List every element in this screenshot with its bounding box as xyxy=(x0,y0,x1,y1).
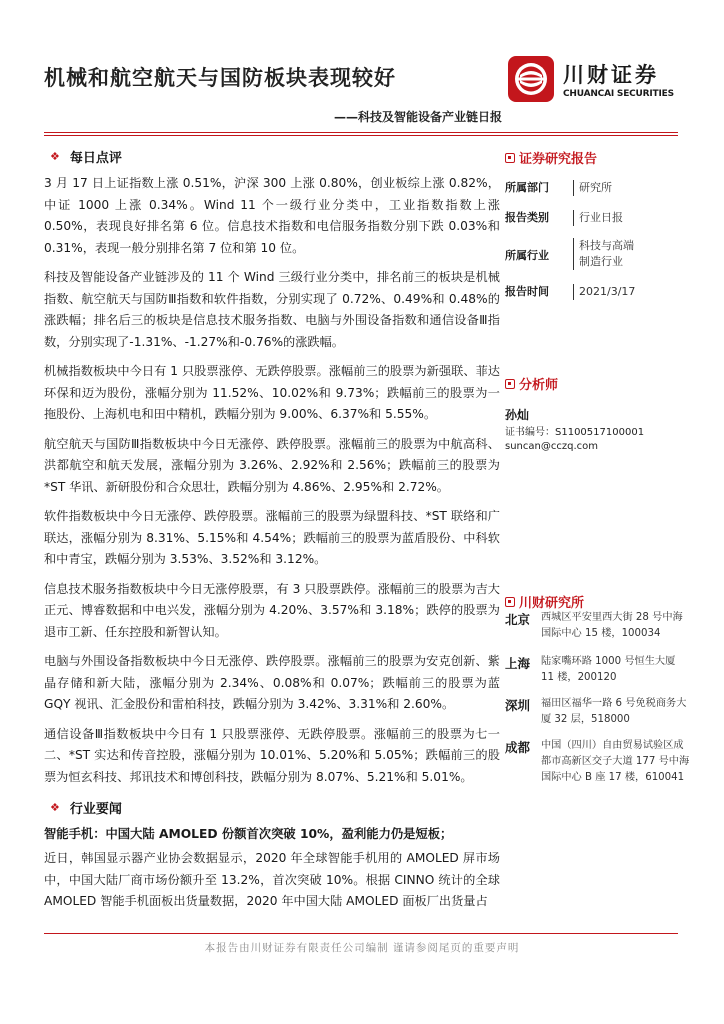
section-heading-daily xyxy=(44,145,500,167)
analyst-name: 孙灿 xyxy=(505,408,530,422)
info-row-date xyxy=(505,284,681,300)
paragraph: 科技及智能设备产业链涉及的 11 个 Wind 三级行业分类中，排名前三的板块是机械指数、航空航天与国防Ⅲ指数和软件指数，分别实现了 0.72%、0.49%和 0.48%的涨跌幅；排名后三的板块是信息技术服务指数、电脑与外围设备指数和通信设备Ⅲ指数，分别实现了-1.31%、-1.27%和-0.76%的涨跌幅。 xyxy=(44,270,500,349)
sidebar-heading-analyst xyxy=(505,374,558,393)
info-row-category xyxy=(505,210,681,226)
paragraph: 信息技术服务指数板块中今日无涨停股票，有 3 只股票跌停。涨幅前三的股票为吉大正元、博睿数据和中电兴发，涨幅分别为 4.20%、3.57%和 3.18%；跌停的股票为退市工新、任东控股和新智认知。 xyxy=(44,581,500,639)
info-key: 所属行业 xyxy=(505,249,549,262)
footer-divider xyxy=(44,933,678,934)
analyst-license: 证书编号：S1100517100001 xyxy=(505,427,645,438)
office-shanghai xyxy=(505,654,695,686)
report-subtitle: ——科技及智能设备产业链日报 xyxy=(333,110,502,124)
square-bullet-icon xyxy=(505,153,515,163)
office-chengdu xyxy=(505,738,695,786)
diamond-bullet-icon: ❖ xyxy=(50,800,60,814)
brand-name-cn: 川财证券 xyxy=(563,63,659,87)
info-value: 行业日报 xyxy=(573,210,623,226)
paragraph: 软件指数板块中今日无涨停、跌停股票。涨幅前三的股票为绿盟科技、*ST 联络和广联达，涨幅分别为 8.31%、5.15%和 4.54%；跌幅前三的股票为蓝盾股份、中科软和中青宝，跌幅分别为 3.53%、3.52%和 3.12%。 xyxy=(44,509,500,566)
office-city: 深圳 xyxy=(505,698,531,713)
main-column xyxy=(44,145,500,921)
analyst-block xyxy=(505,406,644,454)
square-bullet-icon xyxy=(505,379,515,389)
info-value: 2021/3/17 xyxy=(573,284,635,300)
brand-name-en: CHUANCAI SECURITIES xyxy=(563,89,674,99)
header-divider-thin xyxy=(44,135,678,136)
office-address: 中国（四川）自由贸易试验区成都市高新区交子大道 177 号中海国际中心 B 座 17 楼，610041 xyxy=(541,740,690,783)
info-row-industry xyxy=(505,238,681,270)
paragraph: 电脑与外围设备指数板块中今日无涨停、跌停股票。涨幅前三的股票为安克创新、紫晶存储和新大陆，涨幅分别为 2.34%、0.08%和 0.07%；跌幅前三的股票为蓝 GQY 视讯、汇金股份和雷柏科技，跌幅分别为 3.42%、3.31%和 2.60%。 xyxy=(44,654,500,711)
office-city: 上海 xyxy=(505,656,531,671)
news-headline: 智能手机：中国大陆 AMOLED 份额首次突破 10%，盈利能力仍是短板； xyxy=(44,827,453,841)
info-row-department xyxy=(505,180,681,196)
sidebar-heading-text: 证券研究报告 xyxy=(519,152,598,167)
section-heading-news xyxy=(44,796,500,818)
sidebar-heading-text: 川财研究所 xyxy=(519,596,585,611)
analyst-email[interactable]: suncan@cczq.com xyxy=(505,441,598,452)
paragraph: 机械指数板块中今日有 1 只股票涨停、无跌停股票。涨幅前三的股票为新强联、菲达环保和迈为股份，涨幅分别为 11.52%、10.02%和 9.73%；跌幅前三的股票为一拖股份、上海机电和田中精机，跌幅分别为 9.00%、6.37%和 5.55%。 xyxy=(44,364,500,421)
office-shenzhen xyxy=(505,696,695,728)
sidebar-heading-institute xyxy=(505,592,584,611)
brand-logo xyxy=(507,55,677,107)
info-value: 研究所 xyxy=(573,180,612,196)
office-address: 福田区福华一路 6 号免税商务大厦 32 层，518000 xyxy=(541,698,687,725)
office-city: 成都 xyxy=(505,740,531,755)
sidebar xyxy=(505,148,690,783)
info-key: 所属部门 xyxy=(505,181,549,194)
office-address: 西城区平安里西大街 28 号中海国际中心 15 楼，100034 xyxy=(541,612,683,639)
sidebar-heading-text: 分析师 xyxy=(519,378,559,393)
header-divider xyxy=(44,132,678,133)
footer-disclaimer: 本报告由川财证券有限责任公司编制 谨请参阅尾页的重要声明 xyxy=(204,942,520,954)
section-heading-text: 行业要闻 xyxy=(69,801,122,817)
chuancai-logo-icon xyxy=(507,55,555,103)
office-beijing xyxy=(505,610,695,642)
paragraph: 通信设备Ⅲ指数板块中今日有 1 只股票涨停、无跌停股票。涨幅前三的股票为七一二、*ST 实达和传音控股，涨幅分别为 10.01%、5.20%和 5.05%；跌幅前三的股票为恒玄科技、邦讯技术和博创科技，跌幅分别为 8.07%、5.21%和 5.01%。 xyxy=(44,726,500,784)
info-key: 报告时间 xyxy=(505,285,549,298)
paragraph: 航空航天与国防Ⅲ指数板块中今日无涨停、跌停股票。涨幅前三的股票为中航高科、洪都航空和航天发展，涨幅分别为 3.26%、2.92%和 2.56%；跌幅前三的股票为*ST 华讯、新研股份和合众思壮，跌幅分别为 4.86%、2.95%和 2.72%。 xyxy=(44,436,500,494)
info-key: 报告类别 xyxy=(505,211,549,224)
section-heading-text: 每日点评 xyxy=(69,150,122,166)
paragraph: 3 月 17 日上证指数上涨 0.51%，沪深 300 上涨 0.80%，创业板综上涨 0.82%，中证 1000 上涨 0.34%。Wind 11 个一级行业分类中，工业指数指数上涨 0.50%，表现良好排名第 6 位。信息技术指数和电信服务指数分别下跌 0.03%和 0.31%，表现一般分别排名第 7 位和第 10 位。 xyxy=(44,176,500,255)
square-bullet-icon xyxy=(505,597,515,607)
office-address: 陆家嘴环路 1000 号恒生大厦 11 楼，200120 xyxy=(541,656,676,683)
news-body: 近日，韩国显示器产业协会数据显示，2020 年全球智能手机用的 AMOLED 屏市场中，中国大陆厂商市场份额升至 13.2%，首次突破 10%。根据 CINNO 统计的全球 AMOLED 智能手机面板出货量数据，2020 年中国大陆 AMOLED 面板厂出货量占 xyxy=(44,851,500,908)
office-city: 北京 xyxy=(505,612,531,627)
diamond-bullet-icon: ❖ xyxy=(50,149,60,163)
sidebar-heading-report xyxy=(505,148,681,167)
info-value: 科技与高端制造行业 xyxy=(573,238,643,270)
report-title: 机械和航空航天与国防板块表现较好 xyxy=(44,65,396,90)
